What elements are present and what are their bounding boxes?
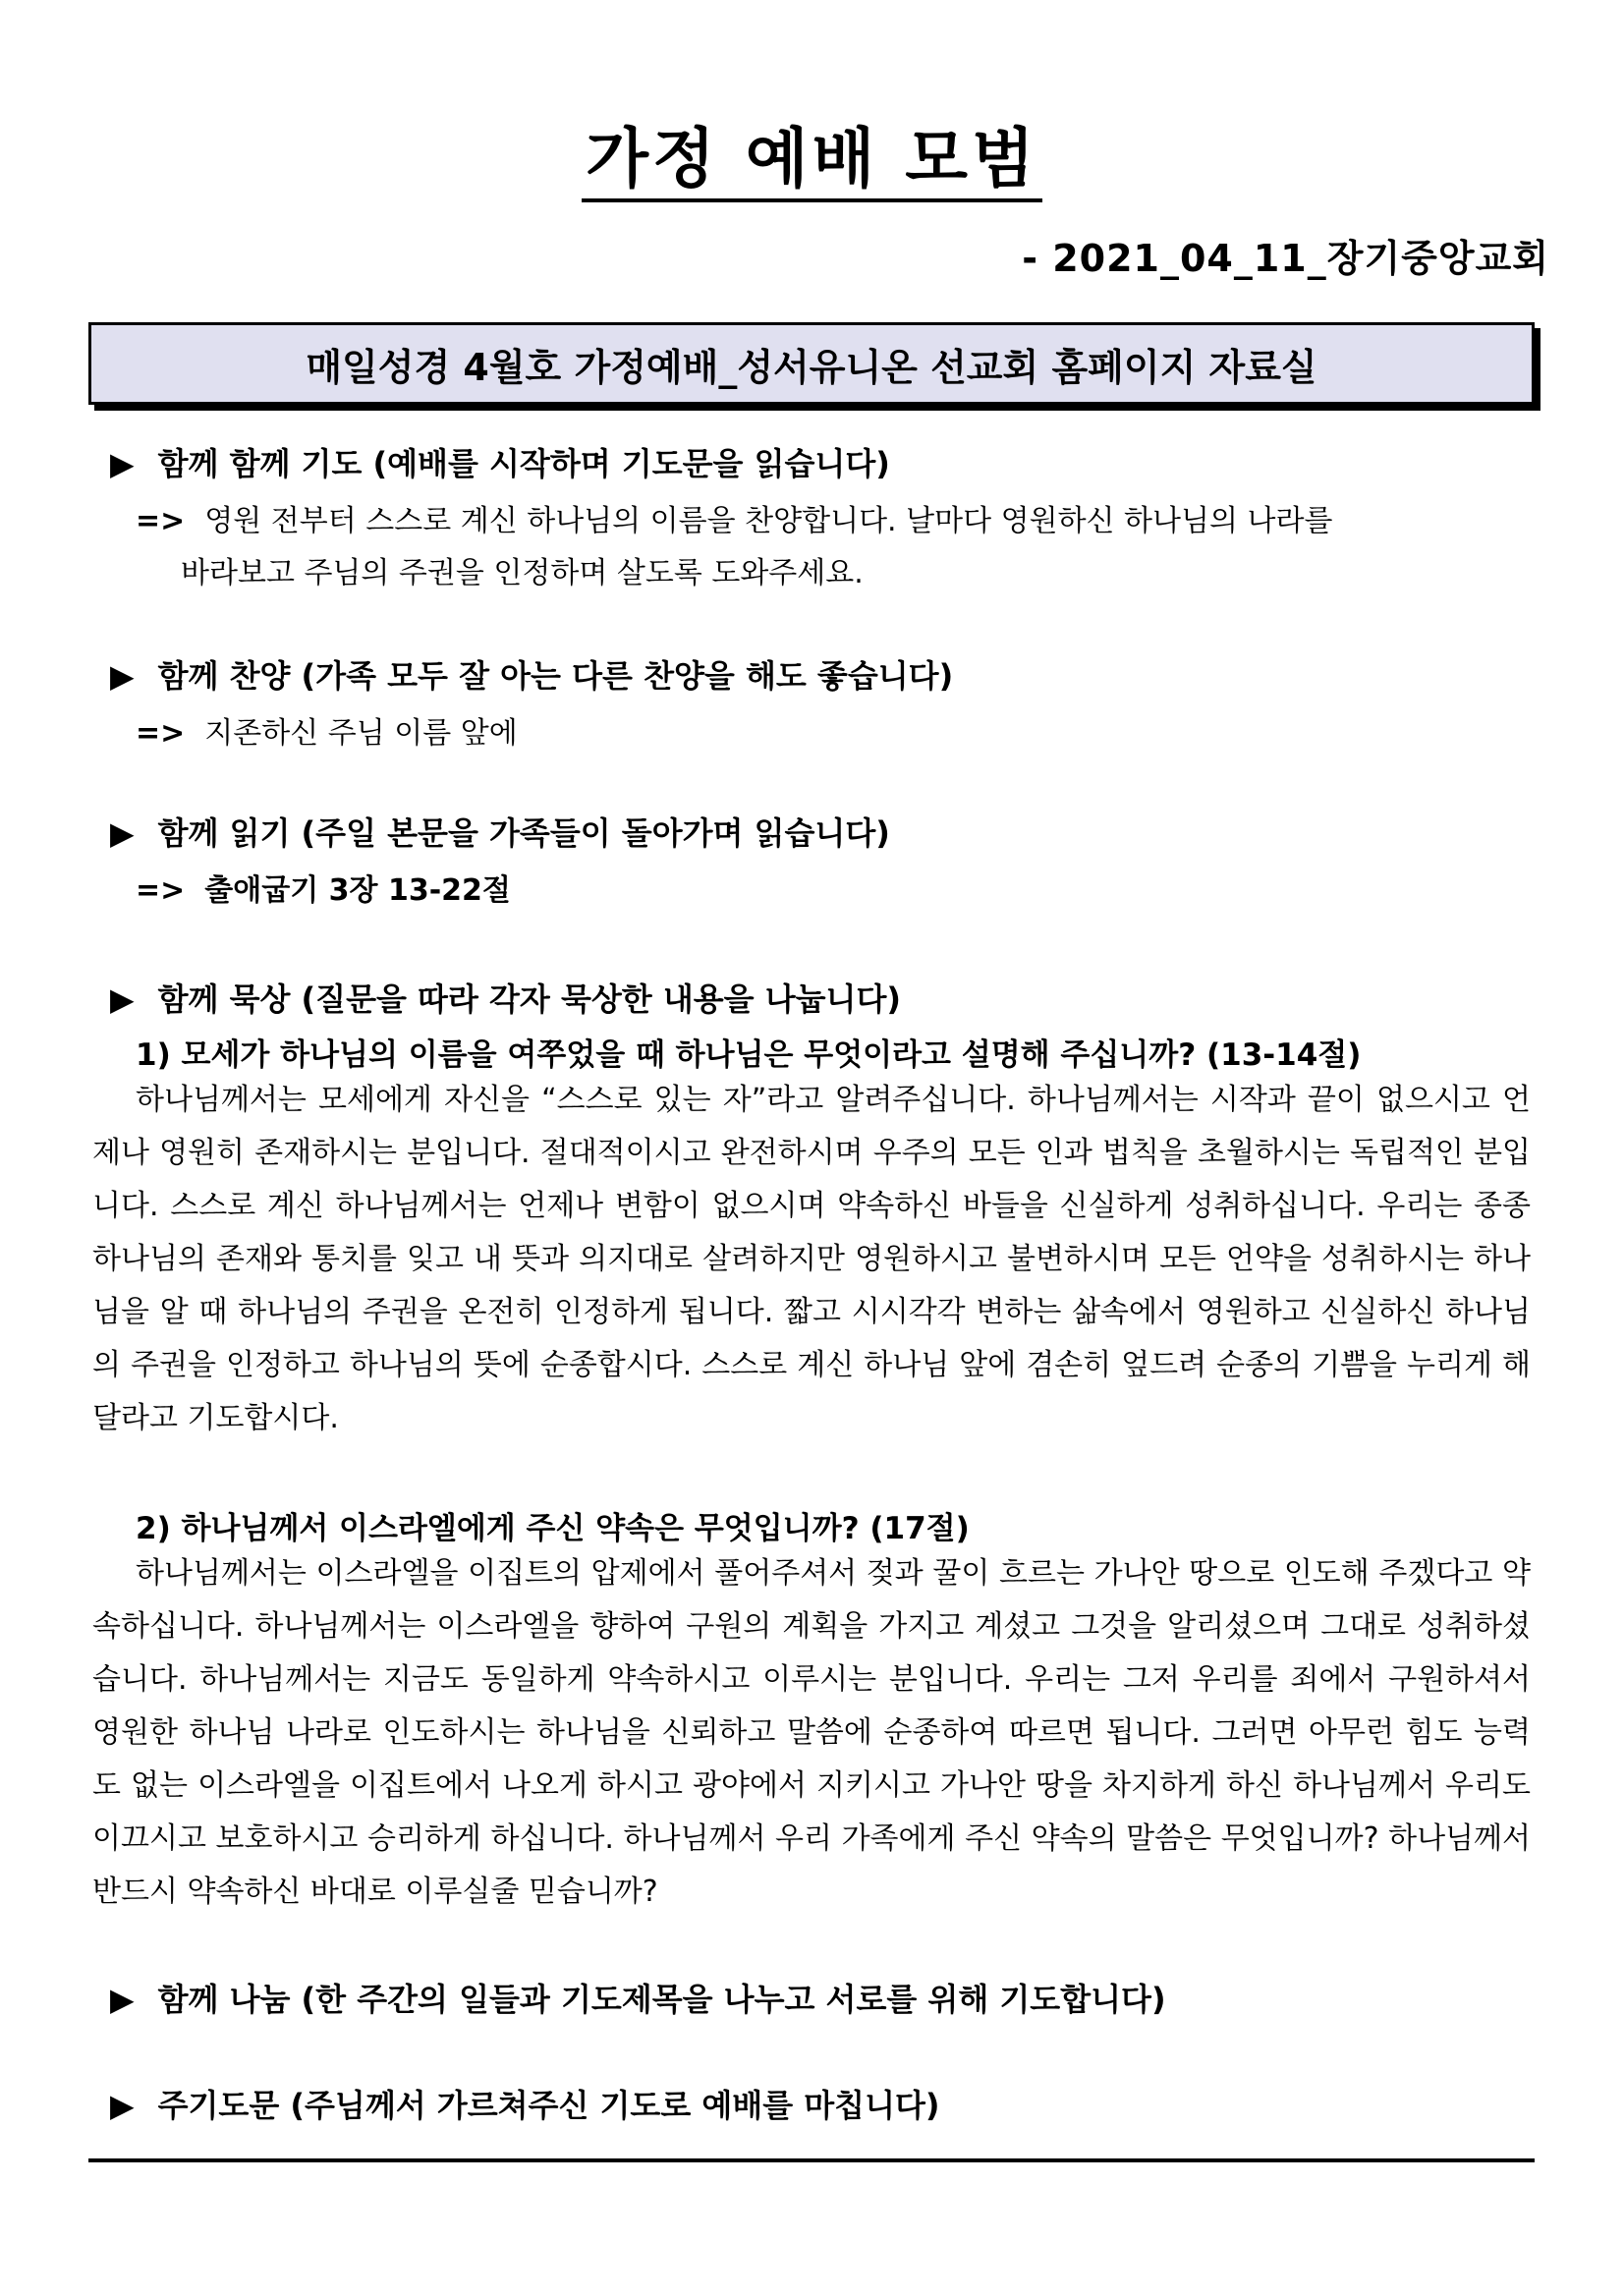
triangle-bullet-icon: ▶ [110,814,135,852]
meditation-answer-1: 하나님께서는 모세에게 자신을 “스스로 있는 자”라고 알려주십니다. 하나님께서는 시작과 끝이 없으시고 언제나 영원히 존재하시는 분입니다. 절대적이시고 완전하시며 우주의 모든 인과 법칙을 초월하시는 독립적인 분입니다. 스스로 계신 하나님께서는 언제나 변함이 없으시며 약속하신 바들을 신실하게 성취하십니다. 우리는 종종 하나님의 존재와 통치를 잊고 내 뜻과 의지대로 살려하지만 영원하시고 불변하시며 모든 언약을 성취하시는 하나님을 알 때 하나님의 주권을 온전히 인정하게 됩니다. 짧고 시시각각 변하는 삶속에서 영원하고 신실하신 하나님의 주권을 인정하고 하나님의 뜻에 순종합시다. 스스로 계신 하나님 앞에 겸손히 엎드려 순종의 기쁨을 누리게 해 달라고 기도합시다. [92,1083,1531,1435]
page-title: 가정 예배 모범 [0,106,1624,199]
reading-passage: => 출애굽기 3장 13-22절 [136,873,511,908]
date-church-line: - 2021_04_11_장기중앙교회 [1022,237,1549,280]
triangle-bullet-icon: ▶ [110,445,135,482]
arrow-icon: => [136,504,186,538]
triangle-bullet-icon: ▶ [110,657,135,695]
section-prayer-heading: ▶ 함께 함께 기도 (예배를 시작하며 기도문을 읽습니다) [110,445,890,482]
triangle-bullet-icon: ▶ [110,980,135,1018]
section-reading-heading: ▶ 함께 읽기 (주일 본문을 가족들이 돌아가며 읽습니다) [110,814,890,852]
bottom-divider [88,2158,1535,2162]
source-banner: 매일성경 4월호 가정예배_성서유니온 선교회 홈페이지 자료실 [88,322,1535,405]
meditation-answer-2: 하나님께서는 이스라엘을 이집트의 압제에서 풀어주셔서 젖과 꿀이 흐르는 가나안 땅으로 인도해 주겠다고 약속하십니다. 하나님께서는 이스라엘을 향하여 구원의 계획을 가지고 계셨고 그것을 알리셨으며 그대로 성취하셨습니다. 하나님께서는 지금도 동일하게 약속하시고 이루시는 분입니다. 우리는 그저 우리를 죄에서 구원하셔서 영원한 하나님 나라로 인도하시는 하나님을 신뢰하고 말씀에 순종하여 따르면 됩니다. 그러면 아무런 힘도 능력도 없는 이스라엘을 이집트에서 나오게 하시고 광야에서 지키시고 가나안 땅을 차지하게 하신 하나님께서 우리도 이끄시고 보호하시고 승리하게 하십니다. 하나님께서 우리 가족에게 주신 약속의 말씀은 무엇입니까? 하나님께서 반드시 약속하신 바대로 이루실줄 믿습니까? [92,1556,1531,1909]
section-lords-prayer-heading: ▶ 주기도문 (주님께서 가르쳐주신 기도로 예배를 마칩니다) [110,2087,940,2124]
praise-song: => 지존하신 주님 이름 앞에 [136,716,518,751]
section-meditation-heading: ▶ 함께 묵상 (질문을 따라 각자 묵상한 내용을 나눕니다) [110,980,901,1018]
meditation-question-2: 2) 하나님께서 이스라엘에게 주신 약속은 무엇입니까? (17절) [136,1511,970,1546]
triangle-bullet-icon: ▶ [110,2087,135,2124]
arrow-icon: => [136,873,186,908]
section-praise-heading: ▶ 함께 찬양 (가족 모두 잘 아는 다른 찬양을 해도 좋습니다) [110,657,954,695]
triangle-bullet-icon: ▶ [110,1981,135,2018]
prayer-text-line-1: => 영원 전부터 스스로 계신 하나님의 이름을 찬양합니다. 날마다 영원하신 하나님의 나라를 [136,504,1333,538]
prayer-text-line-2: 바라보고 주님의 주권을 인정하며 살도록 도와주세요. [181,556,864,590]
arrow-icon: => [136,716,186,751]
section-sharing-heading: ▶ 함께 나눔 (한 주간의 일들과 기도제목을 나누고 서로를 위해 기도합니다) [110,1981,1166,2018]
meditation-question-1: 1) 모세가 하나님의 이름을 여쭈었을 때 하나님은 무엇이라고 설명해 주십니까? (13-14절) [136,1037,1362,1073]
